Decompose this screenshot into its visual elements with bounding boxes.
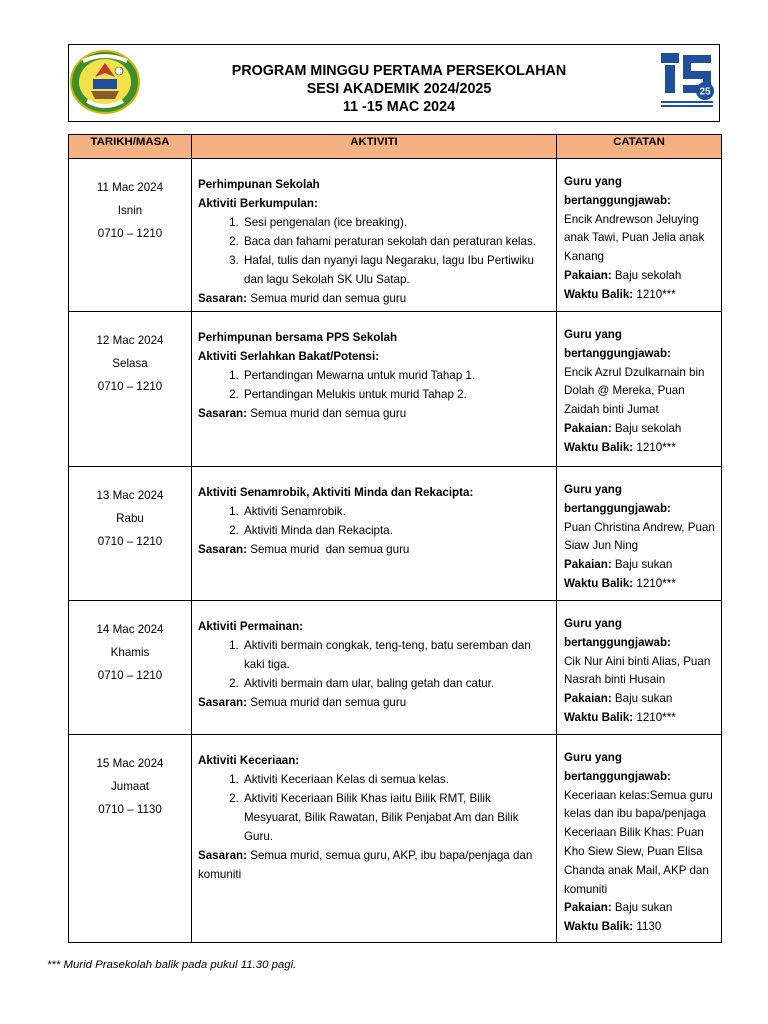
target-value: Semua murid dan semua guru — [246, 407, 407, 420]
day-text: Jumaat — [110, 780, 150, 793]
teacher-names: Cik Nur Aini binti Alias, Puan Nasrah binti Husain — [564, 654, 711, 687]
notes-cell — [557, 159, 722, 312]
notes-cell — [557, 467, 722, 601]
list-item: 2. Aktiviti bermain dam ular, baling getah dan catur. — [242, 674, 550, 693]
teacher-names: Keceriaan kelas:Semua guru kelas dan ibu bapa/penjaga Keceriaan Bilik Khas: Puan Kho Siew Siew, Puan Elisa Chanda anak Mail, AKP dan komuniti — [564, 788, 713, 896]
target-line — [198, 693, 550, 712]
attire-label: Pakaian: — [564, 558, 612, 572]
list-item: 2. Baca dan fahami peraturan sekolah dan peraturan kelas. — [242, 232, 550, 251]
attire-label: Pakaian: — [564, 268, 612, 282]
target-label: Sasaran: — [198, 849, 247, 862]
target-value: Semua murid dan semua guru — [246, 292, 407, 305]
list-item: 1. Sesi pengenalan (ice breaking). — [242, 213, 550, 232]
schedule-table — [68, 134, 722, 943]
activity-list — [198, 502, 550, 540]
title-line-1: PROGRAM MINGGU PERTAMA PERSEKOLAHAN — [231, 63, 567, 79]
teacher-label: Guru yang bertanggungjawab: — [564, 617, 671, 649]
target-line — [198, 846, 550, 884]
activity-subtitle: Aktiviti Serlahkan Bakat/Potensi: — [198, 350, 380, 363]
list-item: 3. Hafal, tulis dan nyanyi lagu Negaraku, lagu Ibu Pertiwiku dan lagu Sekolah SK Ulu Satap. — [242, 251, 550, 289]
activity-list — [198, 636, 550, 693]
target-value: Semua murid dan semua guru — [246, 696, 407, 709]
teacher-label: Guru yang bertanggungjawab: — [564, 483, 671, 515]
teacher-names: Encik Azrul Dzulkarnain bin Dolah @ Mereka, Puan Zaidah binti Jumat — [564, 365, 705, 417]
list-item: 1. Aktiviti Keceriaan Kelas di semua kelas. — [242, 770, 550, 789]
list-item: 1. Pertandingan Mewarna untuk murid Tahap 1. — [242, 366, 550, 385]
column-header-notes: CATATAN — [557, 135, 722, 159]
list-item: 1. Aktiviti Senamrobik. — [242, 502, 550, 521]
attire-label: Pakaian: — [564, 692, 612, 706]
day-text: Rabu — [116, 512, 144, 525]
activity-cell — [192, 601, 557, 735]
notes-cell — [557, 735, 722, 943]
date-cell — [69, 735, 192, 943]
target-label: Sasaran: — [198, 543, 247, 556]
dismissal-value: 1210*** — [633, 287, 676, 301]
time-text: 0710 – 1210 — [97, 535, 163, 548]
dismissal-label: Waktu Balik: — [564, 440, 634, 454]
title-line-2: SESI AKADEMIK 2024/2025 — [306, 81, 492, 97]
activity-cell — [192, 312, 557, 467]
time-text: 0710 – 1210 — [97, 227, 163, 240]
teacher-label: Guru yang bertanggungjawab: — [564, 175, 671, 207]
list-item: 1. Aktiviti bermain congkak, teng-teng, batu seremban dan kaki tiga. — [242, 636, 550, 674]
date-cell — [69, 601, 192, 735]
attire-line — [564, 556, 715, 575]
day-text: Selasa — [112, 357, 148, 370]
date-text: 14 Mac 2024 — [96, 623, 164, 636]
dismissal-value: 1130 — [633, 920, 662, 934]
column-header-date: TARIKH/MASA — [69, 135, 192, 159]
dismissal-line — [564, 709, 715, 728]
dismissal-value: 1210*** — [633, 440, 676, 454]
teacher-label: Guru yang bertanggungjawab: — [564, 751, 671, 783]
attire-line — [564, 899, 715, 918]
target-value: Semua murid, semua guru, AKP, ibu bapa/penjaga dan komuniti — [198, 849, 533, 881]
list-item: 2. Pertandingan Melukis untuk murid Tahap 2. — [242, 385, 550, 404]
footnote: *** Murid Prasekolah balik pada pukul 11.30 pagi. — [47, 959, 297, 971]
dismissal-value: 1210*** — [633, 710, 676, 724]
attire-value: Baju sekolah — [611, 268, 682, 282]
activity-title: Aktiviti Senamrobik, Aktiviti Minda dan Rekacipta: — [198, 486, 474, 499]
document-title — [149, 62, 649, 116]
target-line — [198, 540, 550, 559]
activity-title: Perhimpunan bersama PPS Sekolah — [198, 331, 398, 344]
dismissal-line — [564, 918, 715, 937]
dismissal-label: Waktu Balik: — [564, 710, 634, 724]
date-cell — [69, 159, 192, 312]
activity-title: Aktiviti Keceriaan: — [198, 754, 300, 767]
list-item: 2. Aktiviti Minda dan Rekacipta. — [242, 521, 550, 540]
date-cell — [69, 467, 192, 601]
dismissal-line — [564, 286, 715, 305]
time-text: 0710 – 1210 — [97, 669, 163, 682]
date-text: 12 Mac 2024 — [96, 334, 164, 347]
time-text: 0710 – 1130 — [98, 803, 162, 816]
table-header-row — [69, 135, 722, 159]
attire-label: Pakaian: — [564, 421, 612, 435]
dismissal-label: Waktu Balik: — [564, 576, 634, 590]
date-text: 13 Mac 2024 — [96, 489, 164, 502]
target-line — [198, 289, 550, 308]
table-row — [69, 467, 722, 601]
activity-cell — [192, 467, 557, 601]
school-crest-logo — [69, 49, 141, 115]
target-label: Sasaran: — [198, 696, 247, 709]
attire-label: Pakaian: — [564, 901, 612, 915]
logo-25-text: 25 — [699, 86, 711, 98]
attire-line — [564, 267, 715, 286]
date-text: 11 Mac 2024 — [96, 181, 164, 194]
time-text: 0710 – 1210 — [97, 380, 163, 393]
attire-value: Baju sekolah — [611, 421, 682, 435]
day-text: Isnin — [117, 204, 143, 217]
attire-value: Baju sukan — [611, 901, 673, 915]
activity-list — [198, 366, 550, 404]
title-line-3: 11 -15 MAC 2024 — [342, 99, 456, 115]
target-label: Sasaran: — [198, 292, 247, 305]
activity-title: Perhimpunan Sekolah — [198, 178, 320, 191]
activity-list — [198, 213, 550, 289]
table-row — [69, 601, 722, 735]
dismissal-label: Waktu Balik: — [564, 287, 634, 301]
notes-cell — [557, 312, 722, 467]
notes-cell — [557, 601, 722, 735]
ministry-25-logo — [657, 51, 717, 111]
target-label: Sasaran: — [198, 407, 247, 420]
attire-line — [564, 690, 715, 709]
dismissal-value: 1210*** — [633, 576, 676, 590]
dismissal-line — [564, 575, 715, 594]
activity-title: Aktiviti Permainan: — [198, 620, 304, 633]
column-header-activity: AKTIVITI — [192, 135, 557, 159]
teacher-label: Guru yang bertanggungjawab: — [564, 328, 671, 360]
date-text: 15 Mac 2024 — [96, 757, 164, 770]
document-header — [68, 44, 720, 122]
activity-list — [198, 770, 550, 846]
dismissal-label: Waktu Balik: — [564, 920, 634, 934]
activity-subtitle: Aktiviti Berkumpulan: — [198, 197, 318, 210]
table-row — [69, 312, 722, 467]
target-line — [198, 404, 550, 423]
teacher-names: Puan Christina Andrew, Puan Siaw Jun Ning — [564, 520, 715, 553]
activity-cell — [192, 159, 557, 312]
target-value: Semua murid dan semua guru — [246, 543, 410, 556]
attire-value: Baju sukan — [611, 692, 673, 706]
date-cell — [69, 312, 192, 467]
activity-cell — [192, 735, 557, 943]
list-item: 2. Aktiviti Keceriaan Bilik Khas iaitu Bilik RMT, Bilik Mesyuarat, Bilik Rawatan, Bilik Penjabat Am dan Bilik Guru. — [242, 789, 550, 846]
attire-value: Baju sukan — [611, 558, 673, 572]
dismissal-line — [564, 439, 715, 458]
table-row — [69, 735, 722, 943]
attire-line — [564, 420, 715, 439]
day-text: Khamis — [110, 646, 150, 659]
teacher-names: Encik Andrewson Jeluying anak Tawi, Puan Jelia anak Kanang — [564, 212, 705, 264]
table-row — [69, 159, 722, 312]
